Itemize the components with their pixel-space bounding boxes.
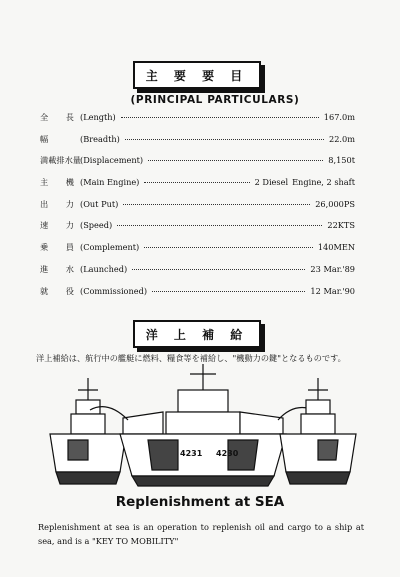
spec-label-en: (Displacement) <box>80 155 144 166</box>
leader-dots <box>132 269 305 270</box>
spec-label-jp: 速 力 <box>40 220 74 231</box>
spec-value: Engine, 2 shaft <box>292 177 355 188</box>
spec-value: 22.0m <box>329 133 355 144</box>
spec-label-en: (Out Put) <box>80 198 119 209</box>
hull-number-right: 4230 <box>216 449 239 458</box>
spec-row <box>40 286 355 308</box>
spec-value: 26,000PS <box>315 198 355 209</box>
spec-label-en: (Speed) <box>80 220 113 231</box>
left-ship <box>50 378 126 484</box>
spec-label-en: (Breadth) <box>80 133 120 144</box>
spec-row <box>40 155 355 177</box>
principal-particulars-subtitle: (PRINCIPAL PARTICULARS) <box>130 94 300 106</box>
spec-value: 167.0m <box>323 112 355 122</box>
leader-dots <box>152 291 305 292</box>
spec-value: 23 Mar.'89 <box>310 263 355 274</box>
spec-value: 22KTS <box>327 220 355 231</box>
replenishment-paragraph-en: Replenishment at sea is an operation to replenish oil and cargo to a ship at sea, and is a "KEY TO MOBILITY" <box>38 522 364 546</box>
leader-dots <box>121 117 319 118</box>
spec-value-prefix: 2 Diesel <box>254 177 289 188</box>
center-ship <box>90 364 318 486</box>
spec-label-jp: 幅 <box>40 133 49 144</box>
spec-label-jp: 満載排水量 <box>40 155 81 166</box>
heading-jp: 主 要 要 目 <box>145 68 249 83</box>
leader-dots <box>117 225 322 226</box>
spec-label-en: (Commissioned) <box>80 285 148 296</box>
leader-dots <box>125 139 324 140</box>
spec-value: 140MEN <box>317 242 355 253</box>
spec-label-en: (Complement) <box>80 242 140 253</box>
spec-label-en: (Launched) <box>80 263 128 274</box>
spec-value: 12 Mar.'90 <box>310 285 355 296</box>
heading-jp-2: 洋 上 補 給 <box>145 327 249 342</box>
spec-value: 8,150t <box>328 155 355 166</box>
spec-label-en: (Main Engine) <box>80 177 140 188</box>
replenishment-ships-illustration <box>28 360 373 490</box>
spec-label-en: (Length) <box>80 112 116 122</box>
spec-row <box>40 199 355 221</box>
leader-dots <box>148 160 323 161</box>
leader-dots <box>144 182 249 183</box>
spec-row <box>40 220 355 242</box>
leader-dots <box>144 247 313 248</box>
leader-dots <box>123 204 310 205</box>
right-ship <box>280 378 356 484</box>
spec-label-jp: 進 水 <box>40 263 74 274</box>
spec-row <box>40 134 355 156</box>
spec-label-jp: 乗 員 <box>40 242 74 253</box>
spec-label-jp: 主 機 <box>40 177 74 188</box>
hull-number-center: 4231 <box>180 449 203 458</box>
specs-table <box>40 112 355 307</box>
principal-particulars-heading-box <box>133 61 261 89</box>
replenishment-heading-box <box>133 320 261 348</box>
spec-label-jp: 就 役 <box>40 285 74 296</box>
spec-label-jp: 全 長 <box>40 112 74 122</box>
spec-row <box>40 177 355 199</box>
spec-row <box>40 264 355 286</box>
replenishment-title: Replenishment at SEA <box>115 494 285 510</box>
spec-label-jp: 出 力 <box>40 198 74 209</box>
replenishment-paragraph-jp: 洋上補給は、航行中の艦艇に燃料、糧食等を補給し、"機動力の鍵"となるものです。 <box>36 353 346 363</box>
spec-row <box>40 112 355 134</box>
spec-row <box>40 242 355 264</box>
